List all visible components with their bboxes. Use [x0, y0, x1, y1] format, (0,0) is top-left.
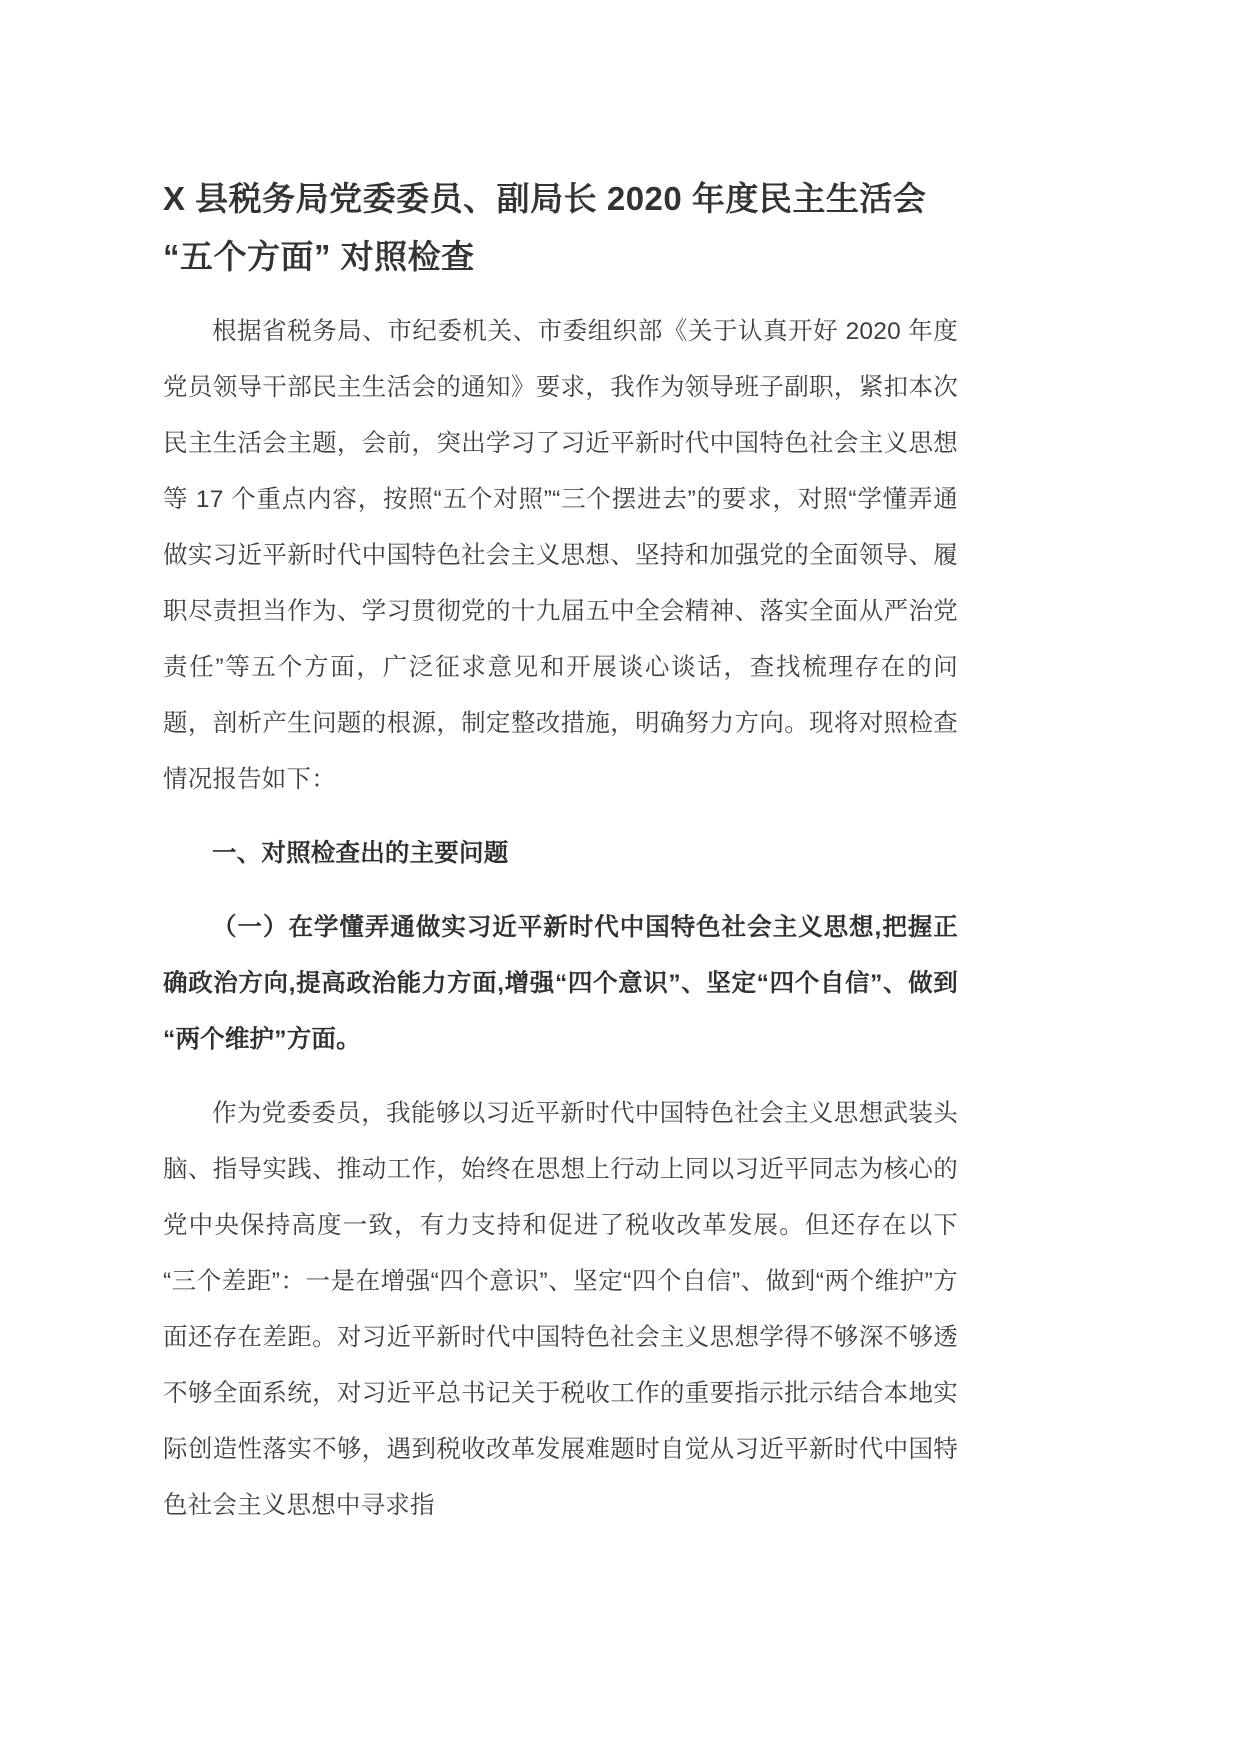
paragraph-section-1-1-body: 作为党委委员，我能够以习近平新时代中国特色社会主义思想武装头脑、指导实践、推动工作，始终在思想上行动上同以习近平同志为核心的党中央保持高度一致，有力支持和促进了税收改革发展。但还存在以下“三个差距”：一是在增强“四个意识”、坚定“四个自信”、做到“两个维护”方面还存在差距。对习近平新时代中国特色社会主义思想学得不够深不够透不够全面系统，对习近平总书记关于税收工作的重要指示批示结合本地实际创造性落实不够，遇到税收改革发展难题时自觉从习近平新时代中国特色社会主义思想中寻求指 — [163, 1100, 958, 1519]
document-content — [163, 170, 958, 1534]
section-heading-1: 一、对照检查出的主要问题 — [212, 840, 509, 867]
page-title — [163, 170, 958, 286]
page-title-line-2: “五个方面” 对照检查 — [163, 238, 475, 275]
subsection-heading-1-1: （一）在学懂弄通做实习近平新时代中国特色社会主义思想,把握正确政治方向,提高政治能力方面,增强“四个意识”、坚定“四个自信”、做到“两个维护”方面。 — [163, 914, 958, 1053]
paragraph-intro: 根据省税务局、市纪委机关、市委组织部《关于认真开好 2020 年度党员领导干部民主生活会的通知》要求，我作为领导班子副职，紧扣本次民主生活会主题，会前，突出学习了习近平新时代中国特色社会主义思想等 17 个重点内容，按照“五个对照”“三个摆进去”的要求，对照“学懂弄通做实习近平新时代中国特色社会主义思想、坚持和加强党的全面领导、履职尽责担当作为、学习贯彻党的十九届五中全会精神、落实全面从严治党责任”等五个方面，广泛征求意见和开展谈心谈话，查找梳理存在的问题，剖析产生问题的根源，制定整改措施，明确努力方向。现将对照检查情况报告如下： — [163, 318, 958, 793]
page-title-line-1: X 县税务局党委委员、副局长 2020 年度民主生活会 — [163, 180, 927, 217]
